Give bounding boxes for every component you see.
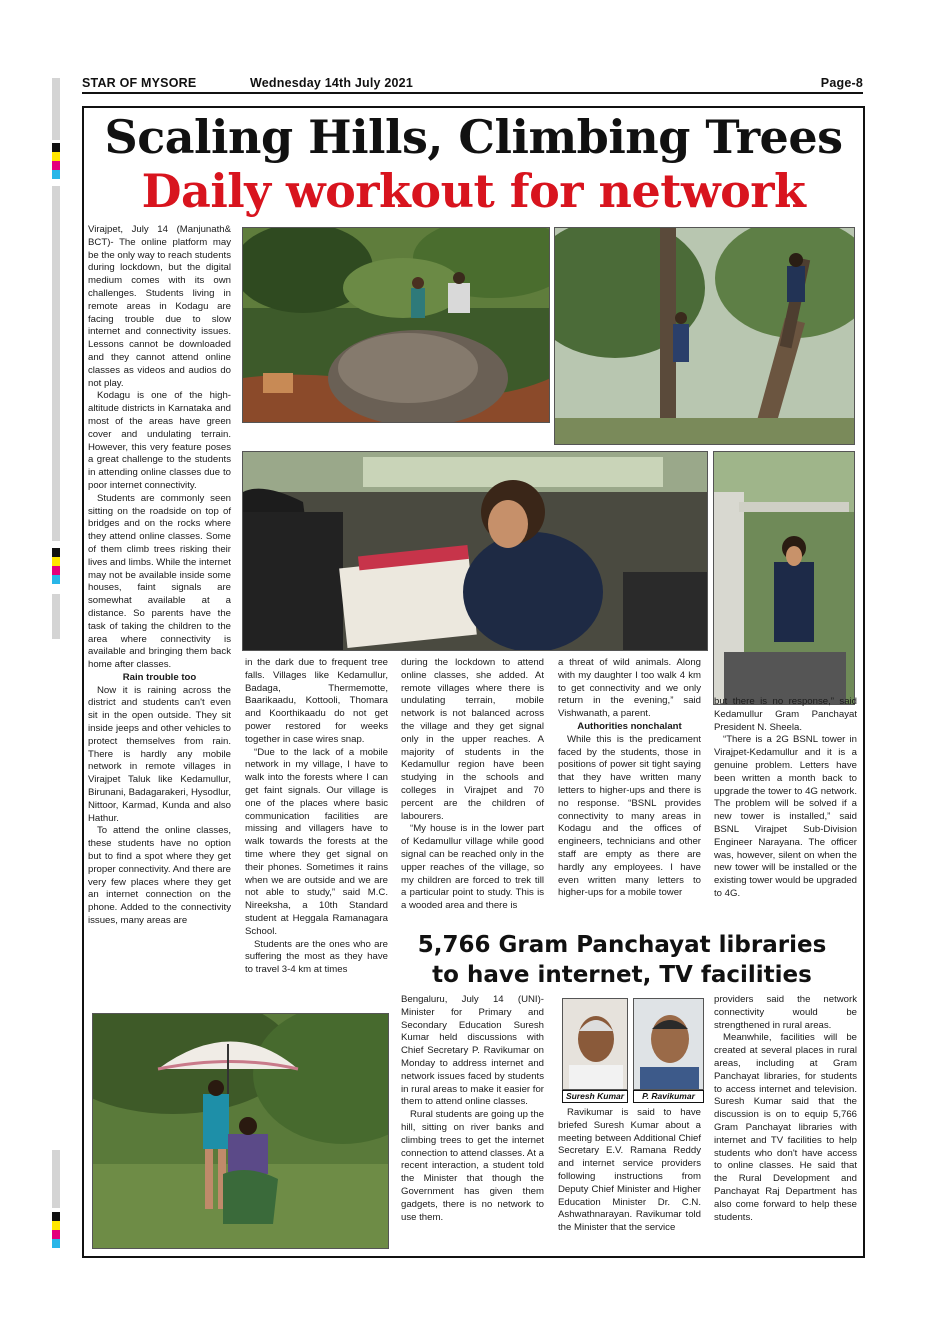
story1-column1 [88,224,231,928]
paragraph: “My house is in the lower part of Kedamullur village while good signal can be reached only in the upper reaches of the village, so my children are forced to trek till a particular point to study. This is a wooded area and there is [401,823,544,912]
subhead-authorities: Authorities nonchalant [577,720,682,732]
paragraph: “Due to the lack of a mobile network in my village, I have to walk into the forests where I can get faint signals. Our village is one of the places where basic communication facilities are missing and villagers have to walk towards the forests at the time where they get signal on their phones. Sometimes it rains when we are outside and we are not able to study,” said M.C. Nireeksha, a 10th Standard student at Heggala Ramanagara School. [245,746,388,937]
paragraph: Ravikumar is said to have briefed Suresh Kumar about a meeting between Additional Chief Secretary E.V. Ramana Reddy and internet service providers following instructions from Deputy Chief Minister and Higher Education Minister Dr. C.N. Ashwathnarayan. Ravikumar told the Minister that the service [558,1107,701,1234]
story1-column3 [401,657,544,913]
registration-strip [52,1150,60,1208]
headline-sub: Daily workout for network [141,164,806,218]
paragraph: Rural students are going up the hill, sitting on river banks and climbing trees to get the internet connection to attend classes. At a recent interaction, a student told the Minister that though the Government has given them gadgets, there is no network to use them. [401,1109,544,1223]
paragraph: a threat of wild animals. Along with my daughter I too walk 4 km to get connectivity and we only return in the evening,” said Vishwanath, a parent. [558,657,701,720]
header-rule [82,92,863,94]
story1-column5 [714,696,857,901]
registration-strip [52,186,60,541]
paragraph: but there is no response,” said Kedamullur Gram Panchayat President N. Sheela. [714,696,857,733]
paragraph: Bengaluru, July 14 (UNI)- Minister for Primary and Secondary Education Suresh Kumar held discussions with Chief Secretary P. Ravikumar on Monday to address internet and network issues faced by students in rural areas to make it easier for them to attend online classes. [401,994,544,1108]
paragraph: in the dark due to frequent tree falls. Villages like Kedamullur, Badaga, Thermemotte, Baarikaadu, Kottooli, Thomara and Koorthikaadu do not get power restored for weeks together in case wires snap. [245,657,388,745]
paragraph: To attend the online classes, these students have no option but to find a spot where they get proper connectivity. And there are very few places where they get an internet connection on the phone. Added to the connectivity issues, many areas are [88,825,231,927]
headline-main: Scaling Hills, Climbing Trees [104,110,843,164]
color-registration-mark [52,548,60,584]
story1-column2 [245,657,388,977]
paragraph: Meanwhile, facilities will be created at several places in rural areas, including at Gram Panchayat libraries, for students to access internet and television. Suresh Kumar said that the discussion is on to equip 5,766 Gram Panchayat libraries with internet and TV facilities to help students who don't have access to online classes. He said that the Rural Development and Panchayat Raj Department has also come forward to help these students. [714,1032,857,1223]
paragraph: during the lockdown to attend online classes, she added. At remote villages where there is undulating terrain, mobile network is not balanced across the village and they get signal only in the upper reaches. A majority of students in the Kedamullur region have been studying in the schools and colleges in Virajpet and 70 percent are the children of labourers. [401,657,544,822]
paragraph: providers said the network connectivity would be strengthened in rural areas. [714,994,857,1031]
registration-strip [52,78,60,140]
color-registration-mark [52,1212,60,1248]
paragraph: Virajpet, July 14 (Manjunath& BCT)- The online platform may be the only way to reach students during lockdown, but the digital medium comes with its own challenges. Students living in remote areas in Kodagu are facing trouble due to slow internet and connectivity issues. Lessons cannot be downloaded and they cannot attend online classes as videos and audios do not play. [88,224,231,389]
photo-girl-studying-in-jeep [242,451,708,651]
photo-students-on-boulder [242,227,550,423]
paragraph: Students are the ones who are suffering the most as they have to travel 3-4 km at times [245,938,388,976]
story2-column1 [401,994,544,1224]
color-registration-mark [52,143,60,179]
paragraph: “There is a 2G BSNL tower in Virajpet-Kedamullur and it is a genuine problem. Letters have been written a month back to upgrade the tower to 4G network. The problem will be solved if a new tower is installed,” said BSNL Virajpet Sub-Division Engineer Narayana. The officer was, however, silent on when the new tower will be installed or the existing tower would be upgraded to 4G. [714,734,857,899]
photo-students-climbing-tree [554,227,855,445]
photo-girl-phone-in-jeep [713,451,855,705]
story2-headline-line1: 5,766 Gram Panchayat libraries [417,932,827,958]
paragraph: Now it is raining across the district and students can't even sit in the open outside. They sit inside jeeps and other vehicles to protect themselves from rain. There is hardly any mobile network in remote villages in Virajpet Taluk like Kedamullur, Birunani, Badagarakeri, Hysodlur, Nittoor, Karmad, Kunda and also Hathur. [88,684,231,824]
photo-suresh-kumar [562,998,628,1090]
issue-date: Wednesday 14th July 2021 [250,76,413,90]
caption-suresh-kumar: Suresh Kumar [562,1090,628,1103]
story2-column3 [714,994,857,1224]
paper-name: STAR OF MYSORE [82,76,197,90]
subhead-rain-trouble: Rain trouble too [122,671,197,683]
story2-headline-line2: to have internet, TV facilities [432,962,812,988]
paragraph: Students are commonly seen sitting on the roadside on top of bridges and on the rocks where they attend online classes. Some of them climb trees risking their lives and limbs. While the internet may not be available inside some houses, faint signals are somewhat available at a distance. So parents have the task of taking the children to the area where connectivity is available and bringing them back home after classes. [88,492,231,671]
photo-p-ravikumar [633,998,704,1090]
story2-column2 [558,1107,701,1235]
paragraph: Kodagu is one of the high-altitude districts in Karnataka and most of the areas have green cover and undulating terrain. However, this very feature poses a great challenge to the students in attending online classes due to poor internet connectivity. [88,390,231,491]
registration-strip [52,594,60,639]
photo-girls-under-umbrella [92,1013,389,1249]
page-number: Page-8 [820,76,863,90]
paragraph: While this is the predicament faced by the students, those in positions of power sit tight saying that they have written many letters to higher-ups and there is no response. “BSNL provides connectivity to many areas in Kodagu and the offices of engineers, technicians and other staff are empty as there are hardly any employees. I have even written many letters to higher-ups for a mobile tower [558,733,701,899]
story1-column4 [558,657,701,900]
caption-p-ravikumar: P. Ravikumar [633,1090,704,1103]
